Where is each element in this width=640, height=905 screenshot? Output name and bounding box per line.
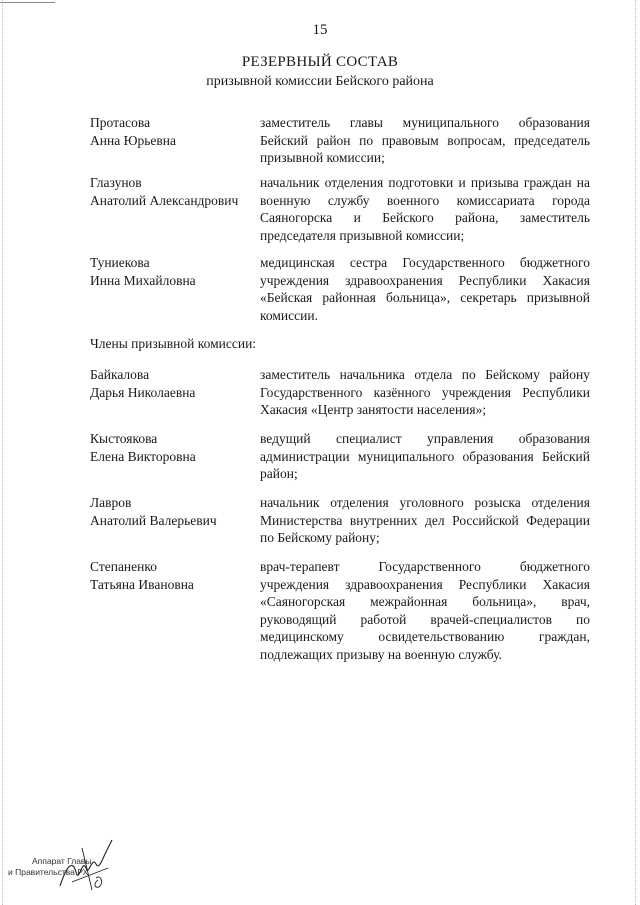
stamp-line: и Правительства РХ <box>8 867 89 877</box>
person-role: врач-терапевт Государственного бюджетного учреждения здравоохранения Республики Хакасия «Саяногорская межрайонная больница», врач, руководящий работой врачей-специалистов по медицинскому освидетельствованию граждан, подлежащих призыву на военную службу. <box>260 559 590 662</box>
person-given-name: Инна Михайловна <box>90 272 196 288</box>
person-role: начальник отделения уголовного розыска отделения Министерства внутренних дел Российской Федерации по Бейскому району; <box>260 495 590 545</box>
person-surname: Байкалова <box>90 367 150 382</box>
person-surname: Лавров <box>90 495 132 510</box>
person-given-name: Татьяна Ивановна <box>90 576 194 592</box>
stamp-line: Аппарат Главы <box>32 856 92 866</box>
person-name <box>90 494 255 529</box>
person-given-name: Дарья Николаевна <box>90 384 196 400</box>
person-role: начальник отделения подготовки и призыва граждан на военную службу военного комиссариата города Саяногорска и Бейского района, заместитель председателя призывной комиссии; <box>260 175 590 243</box>
person-name <box>90 558 255 593</box>
person-name <box>90 430 255 465</box>
page-number: 15 <box>312 22 328 38</box>
person-role: заместитель начальника отдела по Бейскому району Государственного казённого учреждения Республики Хакасия «Центр занятости населения»; <box>260 367 590 417</box>
signature-icon <box>52 838 122 898</box>
person-surname: Протасова <box>90 115 151 130</box>
scan-edge-left <box>2 0 4 905</box>
person-given-name: Елена Викторовна <box>90 448 196 464</box>
person-name <box>90 114 255 149</box>
person-surname: Степаненко <box>90 559 157 574</box>
person-role: заместитель главы муниципального образования Бейский район по правовым вопросам, председатель призывной комиссии; <box>260 115 590 165</box>
person-surname: Кыстоякова <box>90 431 158 446</box>
person-role: медицинская сестра Государственного бюджетного учреждения здравоохранения Республики Хакасия «Бейская районная больница», секретарь призывной комиссии. <box>260 255 590 323</box>
scan-edge-right <box>635 0 637 905</box>
person-name <box>90 254 255 289</box>
person-given-name: Анна Юрьевна <box>90 132 176 148</box>
person-surname: Туниекова <box>90 255 150 270</box>
person-given-name: Анатолий Александрович <box>90 192 239 208</box>
person-given-name: Анатолий Валерьевич <box>90 512 217 528</box>
person-name <box>90 366 255 401</box>
person-name <box>90 174 255 209</box>
person-role: ведущий специалист управления образования администрации муниципального образования Бейский район; <box>260 431 590 481</box>
document-title: РЕЗЕРВНЫЙ СОСТАВ <box>241 54 399 70</box>
person-surname: Глазунов <box>90 175 142 190</box>
members-heading: Члены призывной комиссии: <box>90 336 257 351</box>
document-subtitle: призывной комиссии Бейского района <box>206 74 434 89</box>
scan-top-mark <box>0 2 55 4</box>
